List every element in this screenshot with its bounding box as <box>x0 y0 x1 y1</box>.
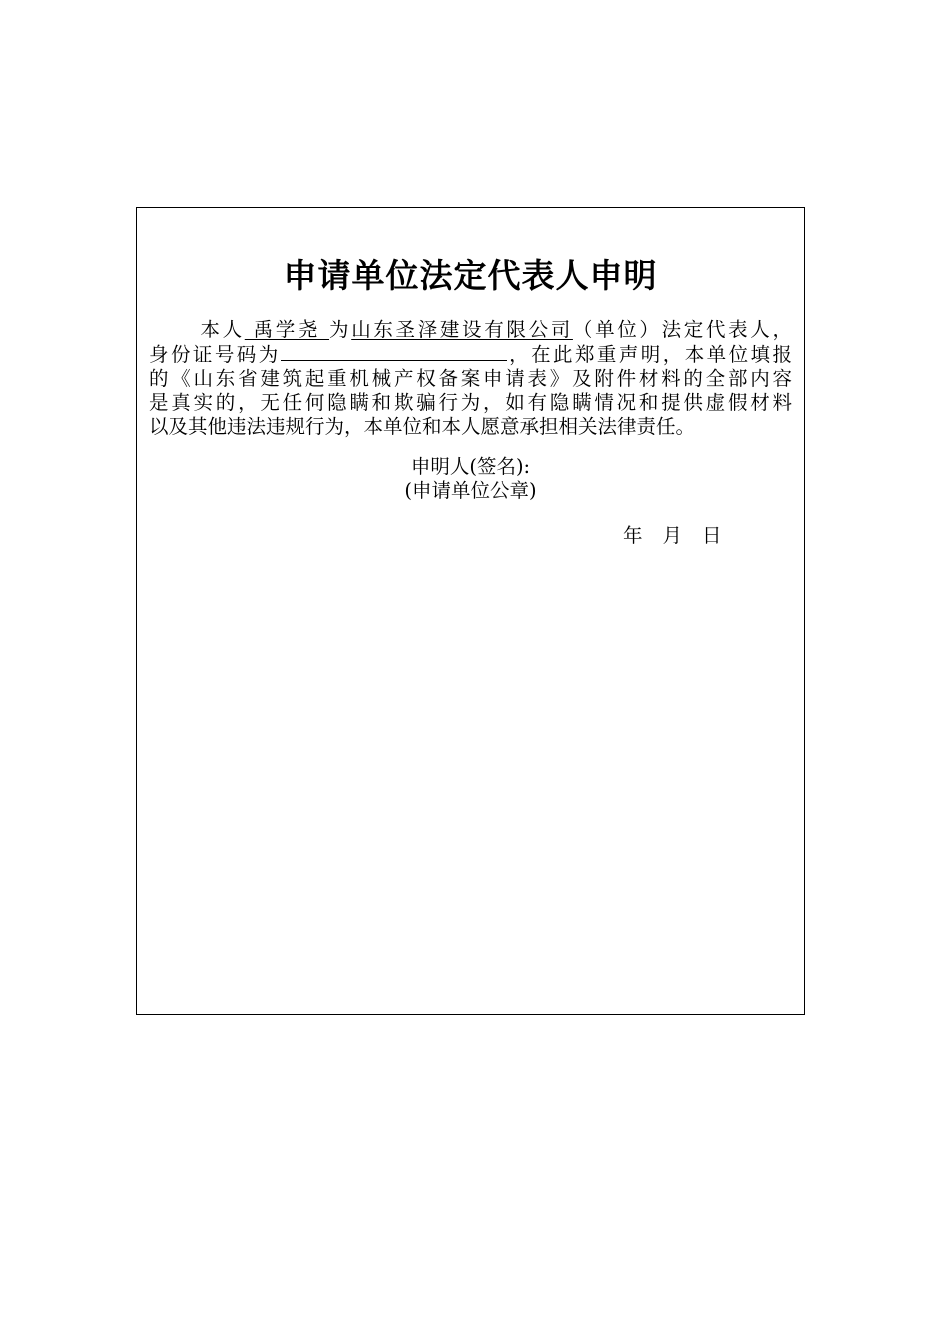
declaration-paragraph <box>149 318 792 439</box>
paragraph-line-5: 以及其他违法违规行为，本单位和本人愿意承担相关法律责任。 <box>149 415 696 438</box>
text-segment: 身份证号码为 <box>149 343 281 366</box>
signature-label: 申明人(签名): <box>410 455 531 478</box>
paragraph-line-1 <box>149 318 792 342</box>
paragraph-line-4: 是真实的，无任何隐瞒和欺骗行为，如有隐瞒情况和提供虚假材料 <box>149 391 792 414</box>
paragraph-line-3: 的《山东省建筑起重机械产权备案申请表》及附件材料的全部内容 <box>149 367 792 390</box>
seal-label: (申请单位公章) <box>404 479 537 502</box>
text-segment: 为 <box>329 318 352 341</box>
text-segment: （单位）法定代表人， <box>572 318 792 341</box>
date-year: 年 <box>623 524 643 547</box>
date-day: 日 <box>702 524 722 547</box>
date-month: 月 <box>662 524 683 547</box>
text-segment: ，在此郑重声明，本单位填报 <box>506 343 792 366</box>
paragraph-line-2 <box>149 342 792 367</box>
signature-block <box>137 455 804 503</box>
company-name: 山东圣泽建设有限公司 <box>351 318 573 341</box>
id-number-blank[interactable] <box>281 342 507 361</box>
text-segment: 本人 <box>197 318 245 341</box>
person-name: 禹学尧 <box>244 318 330 341</box>
document-title: 申请单位法定代表人申明 <box>283 256 658 295</box>
date-line <box>623 520 742 548</box>
declaration-frame <box>136 207 805 1015</box>
